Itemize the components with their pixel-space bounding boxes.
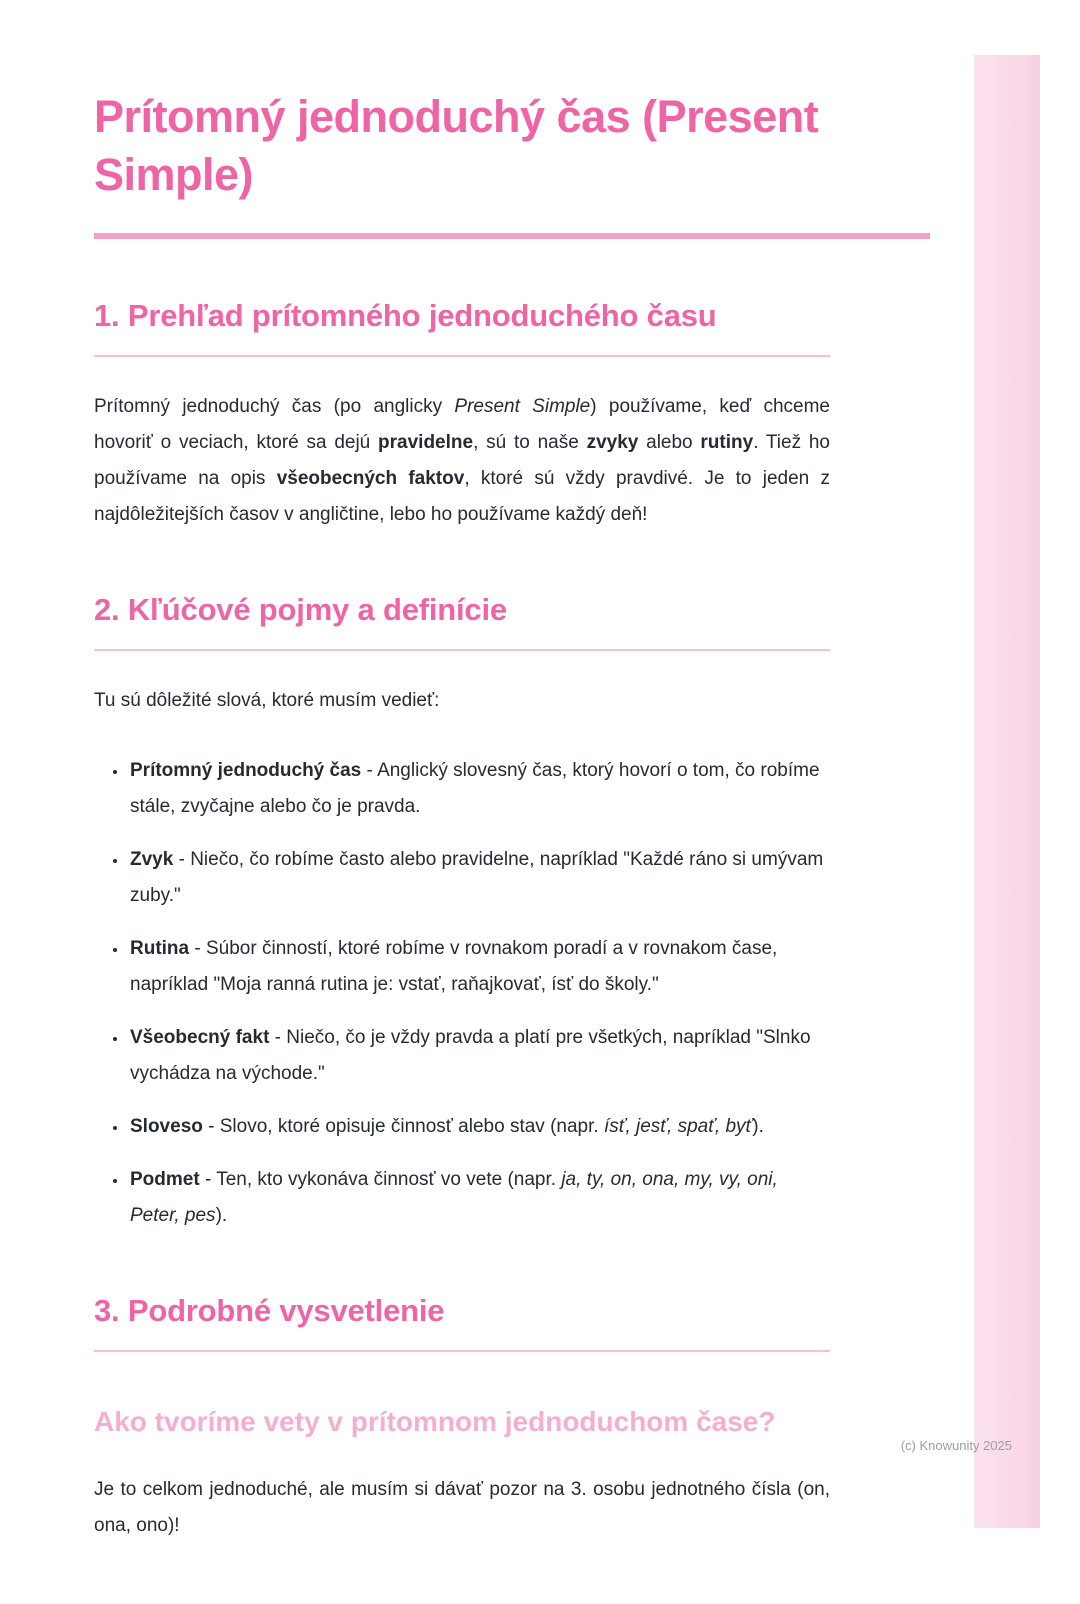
section-2-divider — [94, 649, 830, 651]
page-side-stripe — [974, 55, 1040, 1528]
list-item-present-simple: • Prítomný jednoduchý čas - Anglický slovesný čas, ktorý hovorí o tom, čo robíme stále, zvyčajne alebo čo je pravda. — [128, 753, 830, 825]
section-3-divider — [94, 1350, 830, 1352]
section-1-divider — [94, 355, 830, 357]
document-content — [94, 0, 830, 1604]
section-3-paragraph: Je to celkom jednoduché, ale musím si dávať pozor na 3. osobu jednotného čísla (on, ona, ono)! — [94, 1479, 830, 1537]
term-list — [94, 753, 830, 1234]
section-2-intro: Tu sú dôležité slová, ktoré musím vedieť: — [94, 689, 440, 711]
list-item-zvyk: • Zvyk - Niečo, čo robíme často alebo pravidelne, napríklad "Každé ráno si umývam zuby." — [128, 842, 830, 914]
list-item-sloveso: • Sloveso - Slovo, ktoré opisuje činnosť alebo stav (napr. ísť, jesť, spať, byť). — [128, 1109, 830, 1145]
section-3-subheading: Ako tvoríme vety v prítomnom jednoduchom čase? — [94, 1405, 776, 1437]
section-overview — [94, 295, 830, 533]
section-3-heading: 3. Podrobné vysvetlenie — [94, 1292, 445, 1328]
list-item-podmet: • Podmet - Ten, kto vykonáva činnosť vo vete (napr. ja, ty, on, ona, my, vy, oni, Peter, pes). — [128, 1162, 830, 1234]
list-item-vseobecny-fakt: • Všeobecný fakt - Niečo, čo je vždy pravda a platí pre všetkých, napríklad "Slnko vychádza na východe." — [128, 1020, 830, 1092]
section-key-terms — [94, 589, 830, 1234]
section-1-paragraph: Prítomný jednoduchý čas (po anglicky Present Simple) používame, keď chceme hovoriť o veciach, ktoré sa dejú pravidelne, sú to naše zvyky alebo rutiny. Tiež ho používame na opis všeobecných faktov, ktoré sú vždy pravdivé. Je to jeden z najdôležitejších časov v angličtine, lebo ho používame každý deň! — [94, 396, 830, 526]
page-title: Prítomný jednoduchý čas (Present Simple) — [94, 91, 819, 200]
list-item-rutina: • Rutina - Súbor činností, ktoré robíme v rovnakom poradí a v rovnakom čase, napríklad "Moja ranná rutina je: vstať, raňajkovať, ísť do školy." — [128, 931, 830, 1003]
section-2-heading: 2. Kľúčové pojmy a definície — [94, 592, 507, 628]
section-detailed-explanation — [94, 1290, 830, 1544]
copyright-notice: (c) Knowunity 2025 — [900, 1438, 1012, 1453]
title-divider — [94, 233, 930, 239]
section-1-heading: 1. Prehľad prítomného jednoduchého času — [94, 298, 717, 334]
